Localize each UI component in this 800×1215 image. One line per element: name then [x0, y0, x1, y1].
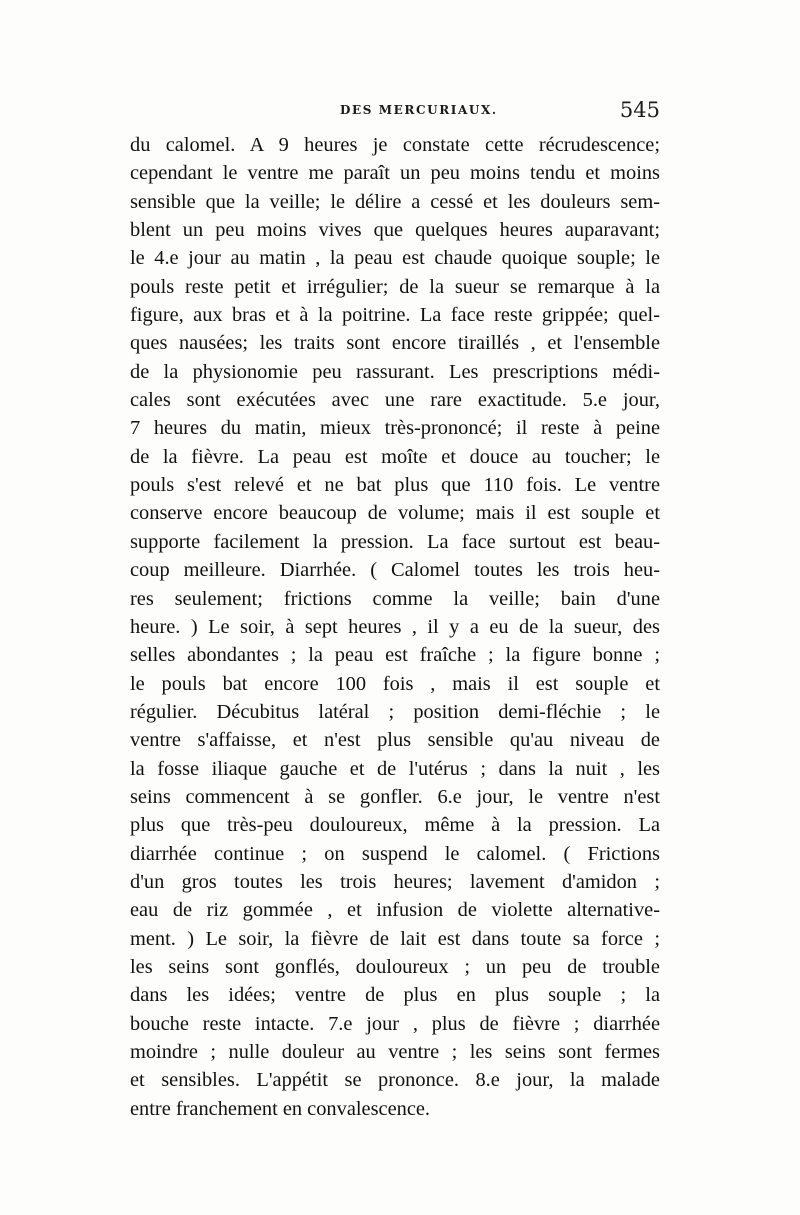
- text-line: seins commencent à se gonfler. 6.e jour, le ventre n'est: [130, 785, 660, 808]
- text-line: sensible que la veille; le délire a cessé et les douleurs sem-: [130, 190, 660, 213]
- text-line: de la fièvre. La peau est moîte et douce au toucher; le: [130, 445, 660, 468]
- text-line: le 4.e jour au matin , la peau est chaude quoique souple; le: [130, 247, 660, 270]
- text-line: heure. ) Le soir, à sept heures , il y a eu de la sueur, des: [130, 615, 660, 638]
- text-line: eau de riz gommée , et infusion de violette alternative-: [130, 899, 660, 922]
- text-line: coup meilleure. Diarrhée. ( Calomel toutes les trois heu-: [130, 559, 660, 582]
- page-number: 545: [619, 98, 660, 122]
- text-line: figure, aux bras et à la poitrine. La face reste grippée; quel-: [130, 304, 660, 327]
- running-title: DES MERCURIAUX.: [340, 103, 498, 117]
- body-text: [130, 131, 660, 1123]
- text-line: et sensibles. L'appétit se prononce. 8.e jour, la malade: [130, 1069, 660, 1092]
- text-line: pouls reste petit et irrégulier; de la sueur se remarque à la: [130, 275, 660, 298]
- text-line: selles abondantes ; la peau est fraîche ; la figure bonne ;: [130, 644, 660, 667]
- text-line: plus que très-peu douloureux, même à la pression. La: [130, 814, 660, 837]
- text-line: régulier. Décubitus latéral ; position demi-fléchie ; le: [130, 700, 660, 723]
- text-line: supporte facilement la pression. La face surtout est beau-: [130, 530, 660, 553]
- text-line: cales sont exécutées avec une rare exactitude. 5.e jour,: [130, 389, 660, 412]
- text-line: d'un gros toutes les trois heures; lavement d'amidon ;: [130, 870, 660, 893]
- text-line: de la physionomie peu rassurant. Les prescriptions médi-: [130, 360, 660, 383]
- text-line: du calomel. A 9 heures je constate cette récrudescence;: [130, 134, 660, 156]
- text-line: 7 heures du matin, mieux très-prononcé; il reste à peine: [130, 417, 660, 440]
- text-line: cependant le ventre me paraît un peu moins tendu et moins: [130, 162, 660, 185]
- text-line: la fosse iliaque gauche et de l'utérus ; dans la nuit , les: [130, 757, 660, 780]
- text-line: bouche reste intacte. 7.e jour , plus de fièvre ; diarrhée: [130, 1012, 660, 1035]
- text-line: entre franchement en convalescence.: [130, 1097, 431, 1120]
- text-line: le pouls bat encore 100 fois , mais il est souple et: [130, 672, 660, 695]
- text-line: diarrhée continue ; on suspend le calomel. ( Frictions: [130, 842, 660, 865]
- text-line: dans les idées; ventre de plus en plus souple ; la: [130, 984, 660, 1007]
- text-line: ment. ) Le soir, la fièvre de lait est dans toute sa force ;: [130, 927, 660, 950]
- text-line: ventre s'affaisse, et n'est plus sensible qu'au niveau de: [130, 729, 660, 752]
- text-line: ques nausées; les traits sont encore tiraillés , et l'ensemble: [130, 332, 660, 355]
- text-line: pouls s'est relevé et ne bat plus que 110 fois. Le ventre: [130, 474, 660, 497]
- text-line: conserve encore beaucoup de volume; mais il est souple et: [130, 502, 660, 525]
- page-header: [130, 98, 660, 127]
- text-line: res seulement; frictions comme la veille; bain d'une: [130, 587, 660, 610]
- text-line: les seins sont gonflés, douloureux ; un peu de trouble: [130, 955, 660, 978]
- text-line: moindre ; nulle douleur au ventre ; les seins sont fermes: [130, 1041, 660, 1063]
- text-line: blent un peu moins vives que quelques heures auparavant;: [130, 219, 660, 242]
